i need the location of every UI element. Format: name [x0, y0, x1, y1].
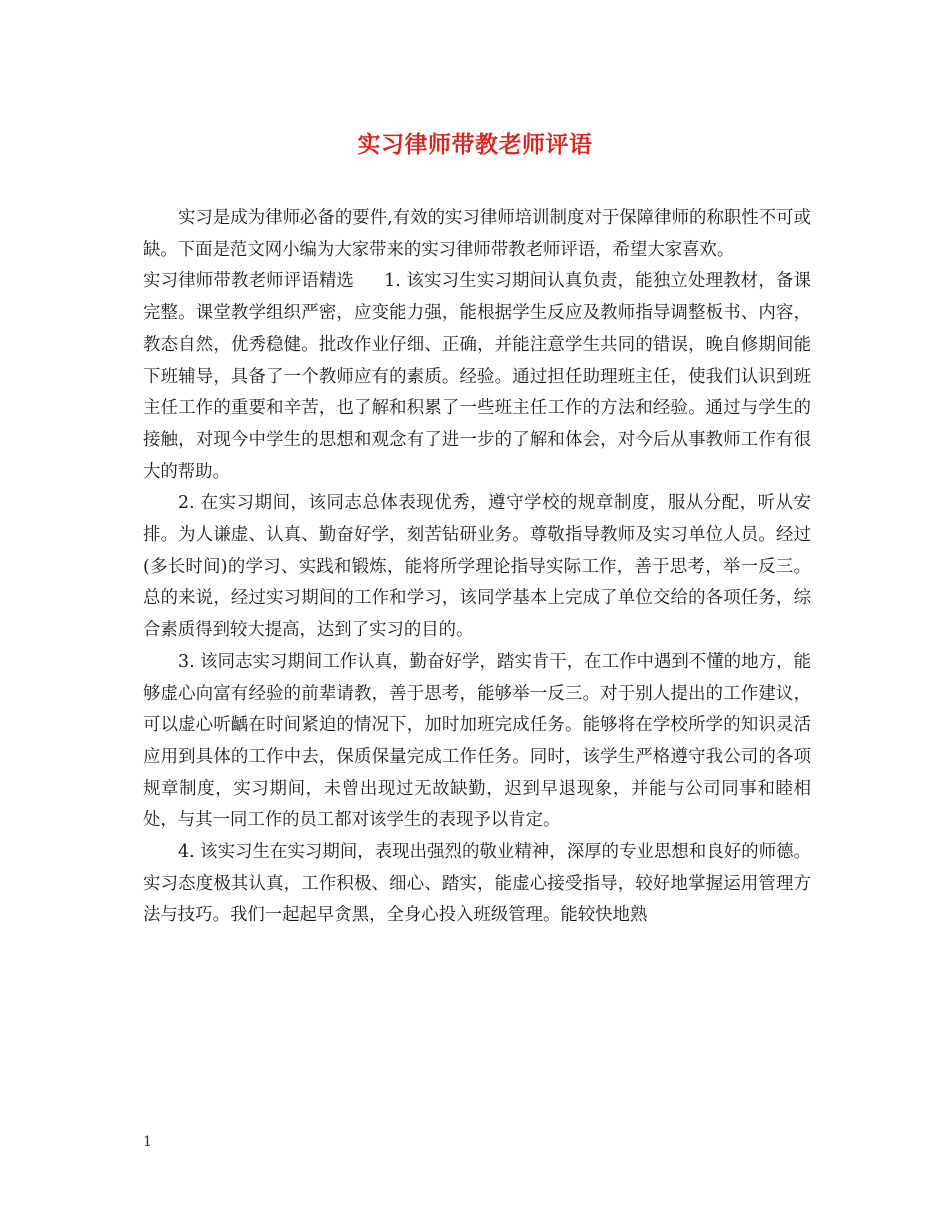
document-title: 实习律师带教老师评语 — [357, 131, 593, 158]
item-2-paragraph: 2. 在实习期间，该同志总体表现优秀，遵守学校的规章制度，服从分配，听从安排。为人谦虚、认真、勤奋好学，刻苦钻研业务。尊敬指导教师及实习单位人员。经过(多长时间)的学习、实践和锻炼，能将所学理论指导实际工作，善于思考，举一反三。总的来说，经过实习期间的工作和学习，该同学基本上完成了单位交给的各项任务，综合素质得到较大提高，达到了实习的目的。 — [143, 493, 811, 641]
item-4-paragraph: 4. 该实习生在实习期间，表现出强烈的敬业精神，深厚的专业思想和良好的师德。实习态度极其认真，工作积极、细心、踏实，能虚心接受指导，较好地掌握运用管理方法与技巧。我们一起起早贪黑，全身心投入班级管理。能较快地熟 — [143, 842, 811, 926]
first-item-paragraph — [143, 266, 811, 488]
page-number: 1 — [143, 1134, 152, 1150]
item-3-paragraph: 3. 该同志实习期间工作认真，勤奋好学，踏实肯干，在工作中遇到不懂的地方，能够虚心向富有经验的前辈请教，善于思考，能够举一反三。对于别人提出的工作建议，可以虚心听齲在时间紧迫的情况下，加时加班完成任务。能够将在学校所学的知识灵活应用到具体的工作中去，保质保量完成工作任务。同时，该学生严格遵守我公司的各项规章制度，实习期间，未曾出现过无故缺勤，迟到早退现象，并能与公司同事和睦相处，与其一同工作的员工都对该学生的表现予以肯定。 — [143, 651, 811, 831]
document-body — [143, 203, 811, 932]
item-1-text: 1. 该实习生实习期间认真负责，能独立处理教材，备课完整。课堂教学组织严密，应变能力强，能根据学生反应及教师指导调整板书、内容，教态自然，优秀稳健。批改作业仔细、正确，并能注意学生共同的错误，晚自修期间能下班辅导，具备了一个教师应有的素质。经验。通过担任助理班主任，使我们认识到班主任工作的重要和辛苦，也了解和积累了一些班主任工作的方法和经验。通过与学生的接触，对现今中学生的思想和观念有了进一步的了解和体会，对今后从事教师工作有很大的帮助。 — [143, 271, 811, 482]
section-label: 实习律师带教老师评语精选 — [143, 271, 355, 292]
intro-paragraph: 实习是成为律师必备的要件,有效的实习律师培训制度对于保障律师的称职性不可或缺。下面是范文网小编为大家带来的实习律师带教老师评语，希望大家喜欢。 — [143, 208, 811, 260]
